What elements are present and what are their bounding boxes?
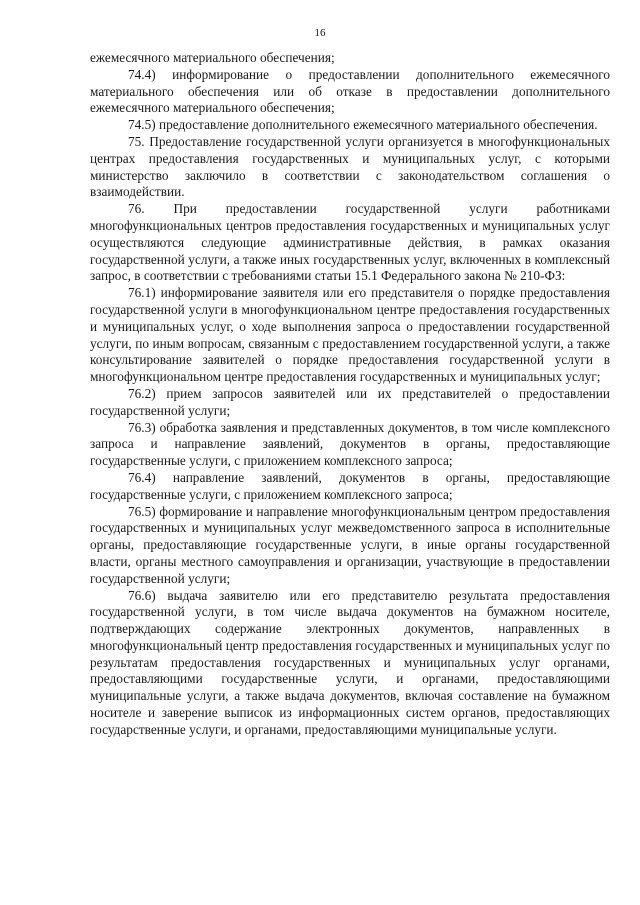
paragraph-76-6: 76.6) выдача заявителю или его представителю результата предоставления государственной услуги, в том числе выдача документов на бумажном носителе, подтверждающих содержание электронных документов, направленных в многофункциональный центр предоставления государственных и муниципальных услуг по результатам предоставления государственных и муниципальных услуг органами, предоставляющими государственные услуги, и органами, предоставляющими муниципальные услуги, а также выдача документов, включая составление на бумажном носителе и заверение выписок из информационных систем органов, предоставляющих государственные услуги, и органами, предоставляющими муниципальные услуги. <box>90 587 610 737</box>
document-body <box>90 50 610 739</box>
paragraph-76-5: 76.5) формирование и направление многофункциональным центром предоставления государственных и муниципальных услуг межведомственного запроса в исполнительные органы, предоставляющие государственные услуги, в иные органы государственной власти, органы местного самоуправления и организации, участвующие в предоставлении государственной услуги; <box>90 503 610 586</box>
paragraph-76: 76. При предоставлении государственной услуги работниками многофункциональных центров предоставления государственных и муниципальных услуг осуществляются следующие административные действия, в рамках оказания государственной услуги, а также иных государственных услуг, включенных в комплексный запрос, в соответствии с требованиями статьи 15.1 Федерального закона № 210-ФЗ: <box>90 201 610 284</box>
paragraph-74-5: 74.5) предоставление дополнительного ежемесячного материального обеспечения. <box>128 117 598 133</box>
paragraph-76-1: 76.1) информирование заявителя или его представителя о порядке предоставления государственной услуги в многофункциональном центре предоставления государственных и муниципальных услуг, о ходе выполнения запроса о предоставлении государственной услуги, по иным вопросам, связанным с предоставлением государственной услуги, а также консультирование заявителей о порядке предоставления государственной услуги в многофункциональном центре предоставления государственных и муниципальных услуг; <box>90 285 610 385</box>
paragraph-76-4: 76.4) направление заявлений, документов в органы, предоставляющие государственные услуги, с приложением комплексного запроса; <box>90 469 610 502</box>
paragraph-continuation: ежемесячного материального обеспечения; <box>90 50 335 65</box>
page-number: 16 <box>314 27 326 39</box>
paragraph-76-3: 76.3) обработка заявления и представленных документов, в том числе комплексного запроса и направление заявлений, документов в органы, предоставляющие государственные услуги, с приложением комплексного запроса; <box>90 419 610 469</box>
paragraph-75: 75. Предоставление государственной услуги организуется в многофункциональных центрах предоставления государственных и муниципальных услуг, с которыми министерство заключило в соответствии с законодательством соглашения о взаимодействии. <box>90 133 610 200</box>
paragraph-76-2: 76.2) прием запросов заявителей или их представителей о предоставлении государственной услуги; <box>90 385 610 418</box>
paragraph-74-4: 74.4) информирование о предоставлении дополнительного ежемесячного материального обеспечения или об отказе в предоставлении дополнительного ежемесячного материального обеспечения; <box>90 66 610 116</box>
